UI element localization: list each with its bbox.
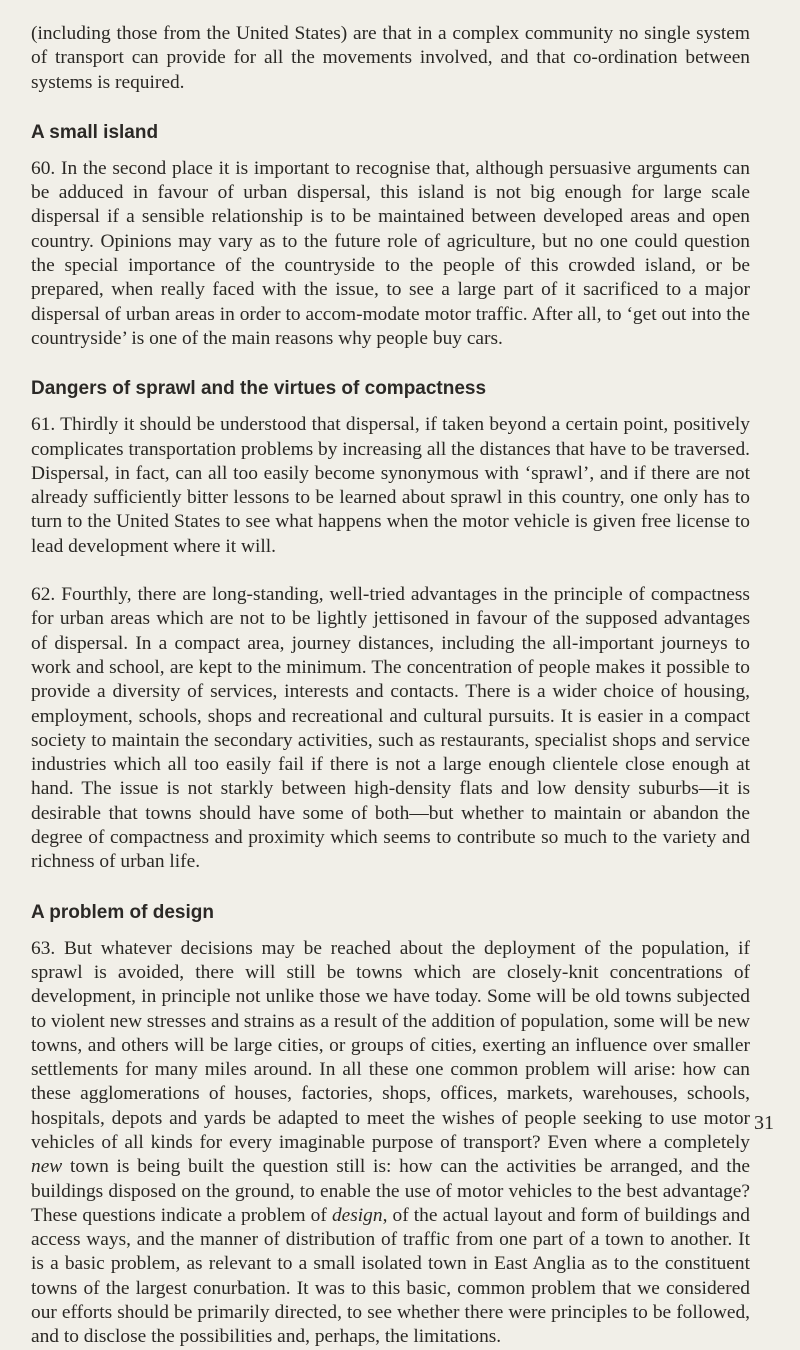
paragraph-text: Fourthly, there are long-standing, well-tried advantages in the principle of compactness for urban areas which are not to be lightly jettisoned in favour of the supposed advantages of dispersal. In a compact area, journey distances, including the all-important journeys to work and school, are kept to the minimum. The concentration of people makes it possible to provide a diversity of services, interests and contacts. There is a wider choice of housing, employment, schools, shops and recreational and cultural pursuits. It is easier in a compact society to maintain the secondary activities, such as restaurants, specialist shops and service industries which all too easily fail if there is not a large enough clientele close enough at hand. The issue is not starkly between high-density flats and low density suburbs—it is desirable that towns should have some of both—but whether to maintain or abandon the degree of compactness and proximity which seems to contribute so much to the variety and richness of urban life. [31,584,750,873]
paragraph-text: But whatever decisions may be reached about the deployment of the population, if sprawl is avoided, there will still be towns which are closely-knit concentrations of development, in principle not unlike those we have today. Some will be old towns subjected to violent new stresses and strains as a result of the addition of population, some will be new towns, and others will be large cities, or groups of cities, exerting an influence over smaller settlements for many miles around. In all these one common problem will arise: how can these agglomerations of houses, factories, shops, offices, markets, warehouses, schools, hospitals, depots and yards be adapted to meet the wishes of people seeking to use motor vehicles of all kinds for every imaginable purpose of transport? Even where a completely [31,937,750,1153]
section-heading-dangers-of-sprawl: Dangers of sprawl and the virtues of compactness [31,378,487,400]
paragraph-number: 62. [31,584,56,606]
paragraph-text: , of the actual layout and form of buildings and access ways, and the manner of distribution of traffic from one part of a town to another. It is a basic problem, as relevant to a small isolated town in East Anglia as to the constituent towns of the largest conurbation. It was to this basic, common problem that we considered our efforts should be primarily directed, to see whether there were principles to be followed, and to disclose the possibilities and, perhaps, the limitations. [31,1204,750,1348]
paragraph-60 [31,157,750,351]
emphasis-new: new [31,1156,63,1178]
paragraph-number: 60. [31,157,56,179]
paragraph-text: town is being built the question still is: how can the activities be arranged, and the buildings disposed on the ground, to enable the use of motor vehicles to the best advantage? These questions indicate a problem of [31,1156,750,1226]
intro-paragraph: (including those from the United States) are that in a complex community no single system of transport can provide for all the movements involved, and that co-ordination between systems is required. [31,23,750,93]
page-number: 31 [754,1112,774,1134]
emphasis-design: design [331,1204,383,1226]
section-heading-problem-of-design: A problem of design [31,901,214,923]
paragraph-62 [31,583,750,875]
section-heading-small-island: A small island [31,121,159,143]
paragraph-61 [31,413,750,559]
paragraph-63 [31,937,750,1350]
paragraph-number: 63. [31,937,56,959]
paragraph-text: In the second place it is important to recognise that, although persuasive arguments can be adduced in favour of urban dispersal, this island is not big enough for large scale dispersal if a sensible relationship is to be maintained between developed areas and open country. Opinions may vary as to the future role of agriculture, but no one could question the special importance of the countryside to the people of this crowded island, or be prepared, when really faced with the issue, to see a large part of it sacrificed to a major dispersal of urban areas in order to accom-modate motor traffic. After all, to ‘get out into the countryside’ is one of the main reasons why people buy cars. [31,157,750,349]
paragraph-number: 61. [31,414,56,436]
paragraph-text: Thirdly it should be understood that dispersal, if taken beyond a certain point, positively complicates transportation problems by increasing all the distances that have to be traversed. Dispersal, in fact, can all too easily become synonymous with ‘sprawl’, and if there are not already sufficiently bitter lessons to be learned about sprawl in this country, one only has to turn to the United States to see what happens when the motor vehicle is given free license to lead development where it will. [31,414,750,557]
page-body [31,22,750,1350]
